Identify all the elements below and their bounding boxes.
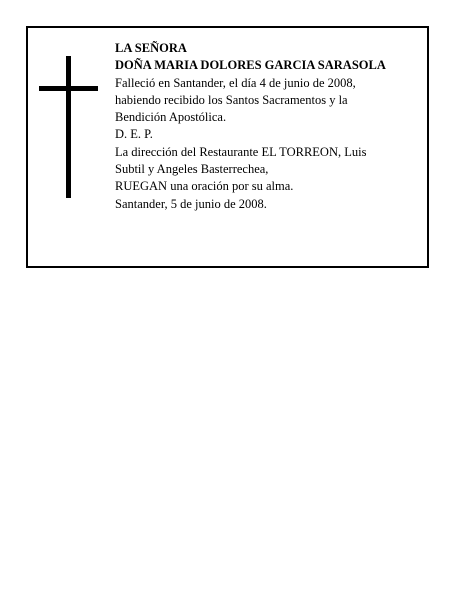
notice-body-line: Bendición Apostólica. bbox=[115, 110, 227, 125]
notice-body-line: habiendo recibido los Santos Sacramentos y la bbox=[115, 92, 348, 107]
notice-body-line: D. E. P. bbox=[115, 127, 153, 142]
cross-horizontal-bar bbox=[39, 86, 98, 91]
obituary-notice bbox=[26, 26, 429, 268]
notice-body-line: RUEGAN una oración por su alma. bbox=[115, 179, 294, 194]
notice-body-line: Subtil y Angeles Basterrechea, bbox=[115, 162, 269, 177]
notice-title: LA SEÑORA bbox=[115, 41, 187, 55]
deceased-name: DOÑA MARIA DOLORES GARCIA SARASOLA bbox=[115, 58, 386, 73]
notice-body-line: La dirección del Restaurante EL TORREON, Luis bbox=[115, 144, 367, 159]
notice-body-line: Santander, 5 de junio de 2008. bbox=[115, 196, 267, 211]
notice-body-line: Falleció en Santander, el día 4 de junio de 2008, bbox=[115, 75, 356, 90]
cross-vertical-bar bbox=[66, 56, 71, 198]
obituary-text bbox=[115, 40, 421, 213]
